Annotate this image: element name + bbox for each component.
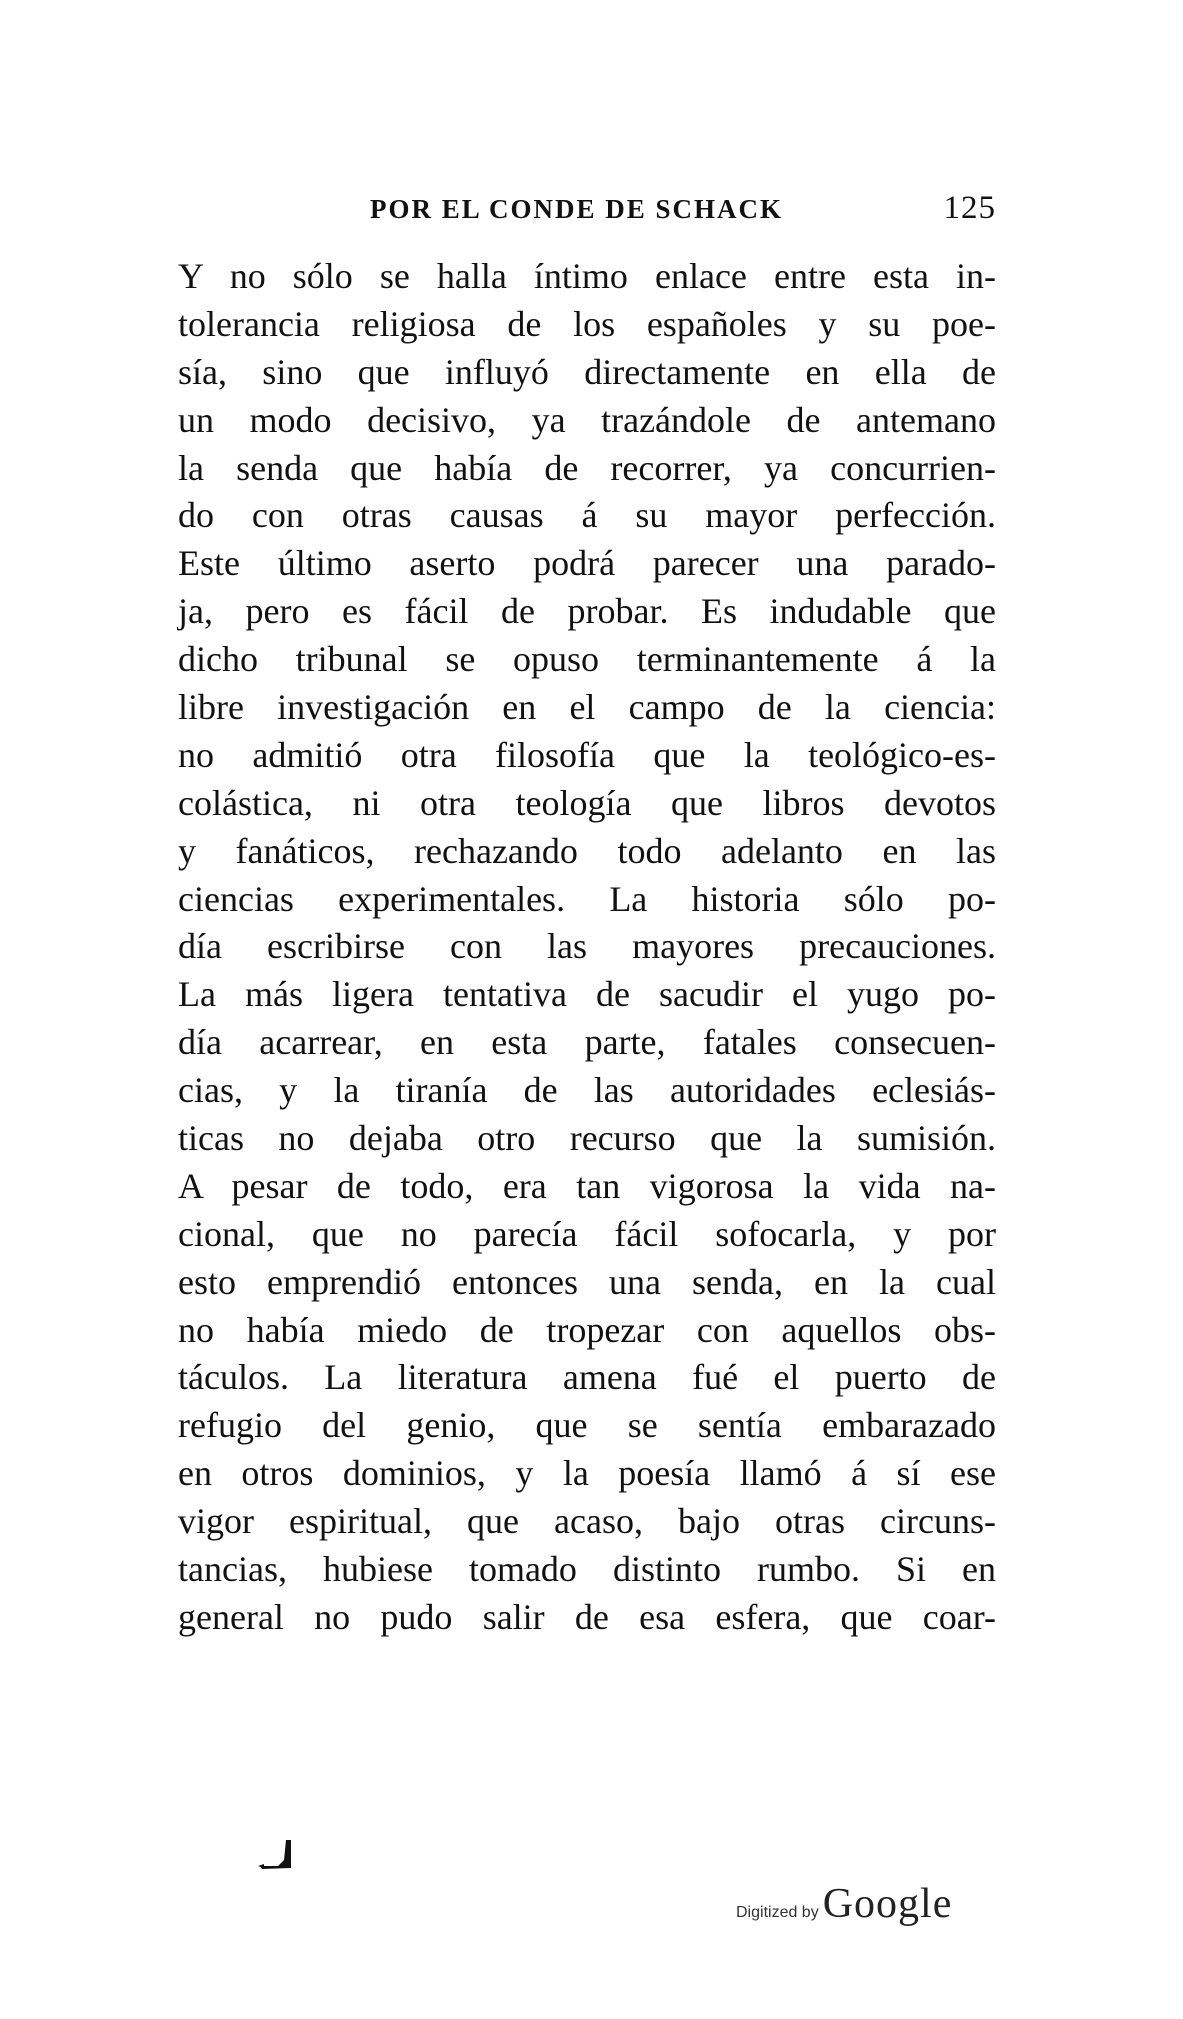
text-line: sía, sino que influyó directamente en ella de (178, 351, 996, 392)
text-line: cias, y la tiranía de las autoridades eclesiás- (178, 1070, 996, 1111)
digitized-watermark (736, 1880, 952, 1930)
text-line: general no pudo salir de esa esfera, que coar- (178, 1596, 996, 1637)
text-line: vigor espiritual, que acaso, bajo otras circuns- (178, 1501, 996, 1542)
running-head (178, 190, 996, 240)
text-line: no había miedo de tropezar con aquellos obs- (178, 1309, 996, 1350)
text-line: ciencias experimentales. La historia sólo po- (178, 878, 996, 919)
text-line: libre investigación en el campo de la ciencia: (178, 687, 996, 728)
text-line: tancias, hubiese tomado distinto rumbo. Si en (178, 1549, 996, 1590)
running-title: POR EL CONDE DE SCHACK (370, 194, 784, 224)
text-line: la senda que había de recorrer, ya concurrien- (178, 447, 996, 488)
page-number: 125 (943, 190, 996, 226)
text-line: esto emprendió entonces una senda, en la cual (178, 1261, 996, 1302)
text-line: día escribirse con las mayores precauciones. (178, 926, 996, 967)
text-line: ticas no dejaba otro recurso que la sumisión. (178, 1118, 996, 1159)
text-line: dicho tribunal se opuso terminantemente á la (178, 639, 996, 680)
text-line: táculos. La literatura amena fué el puerto de (178, 1357, 996, 1398)
text-line: tolerancia religiosa de los españoles y su poe- (178, 303, 996, 344)
text-line: La más ligera tentativa de sacudir el yugo po- (178, 974, 996, 1015)
text-line: ja, pero es fácil de probar. Es indudable que (178, 591, 996, 632)
text-line: do con otras causas á su mayor perfección. (178, 495, 996, 536)
text-line: Y no sólo se halla íntimo enlace entre esta in- (178, 256, 996, 296)
text-line: día acarrear, en esta parte, fatales consecuen- (178, 1022, 996, 1063)
text-line: Este último aserto podrá parecer una parado- (178, 543, 996, 584)
digitized-by-text: Digitized by (736, 1904, 819, 1921)
text-line: colástica, ni otra teología que libros devotos (178, 782, 996, 823)
text-line: un modo decisivo, ya trazándole de antemano (178, 399, 996, 440)
text-line: y fanáticos, rechazando todo adelanto en las (178, 830, 996, 871)
text-line: refugio del genio, que se sentía embarazado (178, 1405, 996, 1446)
signature-mark (258, 1836, 298, 1870)
text-line: A pesar de todo, era tan vigorosa la vida na- (178, 1165, 996, 1206)
text-line: no admitió otra filosofía que la teológico-es- (178, 734, 996, 775)
text-line: en otros dominios, y la poesía llamó á sí ese (178, 1453, 996, 1494)
google-logo: Google (822, 1881, 953, 1927)
body-text (178, 253, 996, 1642)
text-line: cional, que no parecía fácil sofocarla, y por (178, 1213, 996, 1254)
